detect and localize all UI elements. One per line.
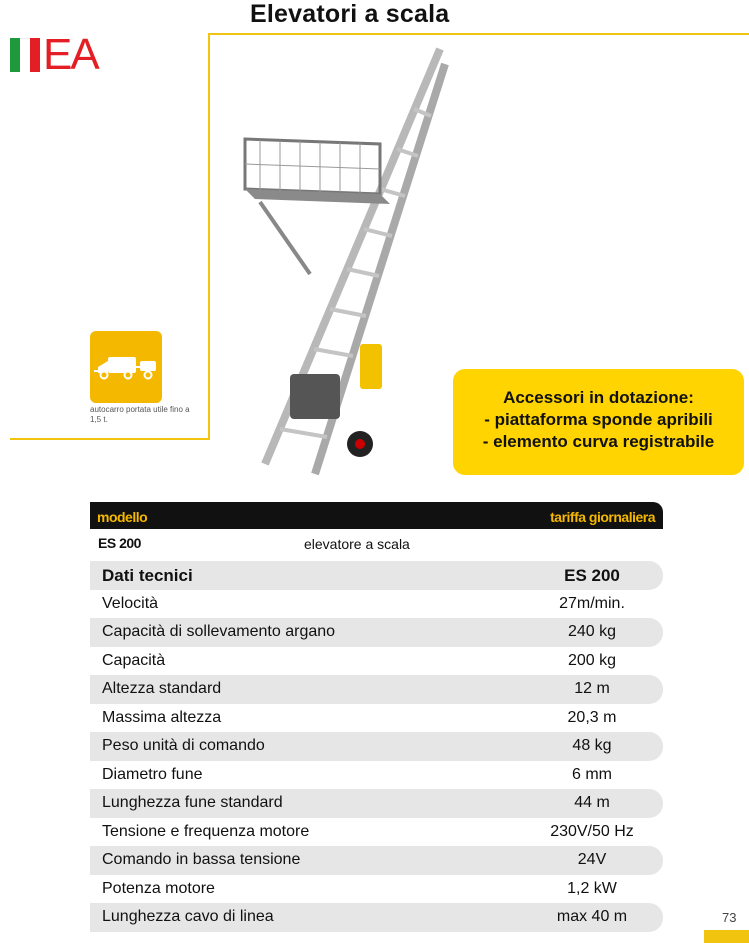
divider-line-top bbox=[208, 33, 749, 35]
spec-row bbox=[90, 732, 663, 761]
spec-row bbox=[90, 647, 663, 676]
spec-row bbox=[90, 618, 663, 647]
spec-row bbox=[90, 761, 663, 790]
daily-rate-column-header: tariffa giornaliera bbox=[550, 509, 655, 525]
page-number-bar bbox=[704, 930, 749, 943]
spec-label: Capacità di sollevamento argano bbox=[102, 623, 336, 640]
spec-row bbox=[90, 590, 663, 619]
spec-value: 200 kg bbox=[567, 651, 617, 669]
ladder-elevator-image bbox=[230, 44, 450, 484]
logo-text: EA bbox=[43, 30, 98, 79]
logo-white-bar bbox=[20, 38, 30, 72]
spec-value: 24V bbox=[577, 851, 607, 868]
page-number: 73 bbox=[722, 910, 737, 925]
rate-table-header bbox=[90, 502, 663, 529]
spec-label: Velocità bbox=[102, 594, 159, 612]
specs-header-label: Dati tecnici bbox=[102, 566, 193, 585]
model-code: ES 200 bbox=[98, 535, 141, 551]
spec-label: Potenza motore bbox=[102, 879, 215, 897]
spec-label: Diametro fune bbox=[102, 765, 203, 783]
spec-row bbox=[90, 789, 663, 818]
spec-value: 6 mm bbox=[572, 765, 612, 783]
specs-header-row bbox=[90, 561, 663, 590]
spec-row bbox=[90, 875, 663, 904]
specs-header-value: ES 200 bbox=[564, 566, 620, 585]
truck-caption: autocarro portata utile fino a 1,5 t. bbox=[90, 405, 190, 424]
accessories-box bbox=[453, 369, 744, 475]
page-title: Elevatori a scala bbox=[250, 0, 450, 28]
logo-red-bar bbox=[30, 38, 40, 72]
spec-value: 27m/min. bbox=[559, 594, 625, 612]
spec-label: Lunghezza fune standard bbox=[102, 794, 283, 811]
spec-label: Massima altezza bbox=[102, 708, 222, 726]
spec-label: Altezza standard bbox=[102, 680, 222, 697]
spec-value: 12 m bbox=[574, 680, 610, 697]
spec-label: Capacità bbox=[102, 651, 166, 669]
model-description: elevatore a scala bbox=[304, 536, 410, 552]
spec-value: 1,2 kW bbox=[567, 879, 617, 897]
spec-row bbox=[90, 846, 663, 875]
divider-line-bottom bbox=[10, 438, 210, 440]
divider-line-vertical bbox=[208, 33, 210, 440]
spec-value: 230V/50 Hz bbox=[550, 822, 634, 840]
spec-row bbox=[90, 675, 663, 704]
accessories-item: - elemento curva registrabile bbox=[482, 432, 715, 451]
spec-row bbox=[90, 903, 663, 932]
accessories-item: - piattaforma sponde apribili bbox=[484, 410, 713, 429]
logo-green-bar bbox=[10, 38, 20, 72]
truck-trailer-icon bbox=[90, 331, 162, 403]
spec-value: max 40 m bbox=[556, 908, 628, 925]
accessories-title: Accessori in dotazione: bbox=[503, 388, 694, 407]
technical-specs-table bbox=[90, 561, 663, 932]
spec-row bbox=[90, 704, 663, 733]
spec-row bbox=[90, 818, 663, 847]
spec-label: Tensione e frequenza motore bbox=[102, 822, 310, 840]
company-logo bbox=[10, 30, 110, 79]
spec-label: Peso unità di comando bbox=[102, 737, 265, 754]
rate-table-row bbox=[90, 530, 663, 556]
spec-value: 20,3 m bbox=[567, 708, 617, 726]
spec-label: Lunghezza cavo di linea bbox=[102, 908, 274, 925]
spec-label: Comando in bassa tensione bbox=[102, 851, 301, 868]
spec-value: 240 kg bbox=[567, 623, 617, 640]
spec-value: 44 m bbox=[574, 794, 610, 811]
model-column-header: modello bbox=[97, 509, 148, 525]
spec-value: 48 kg bbox=[572, 737, 612, 754]
